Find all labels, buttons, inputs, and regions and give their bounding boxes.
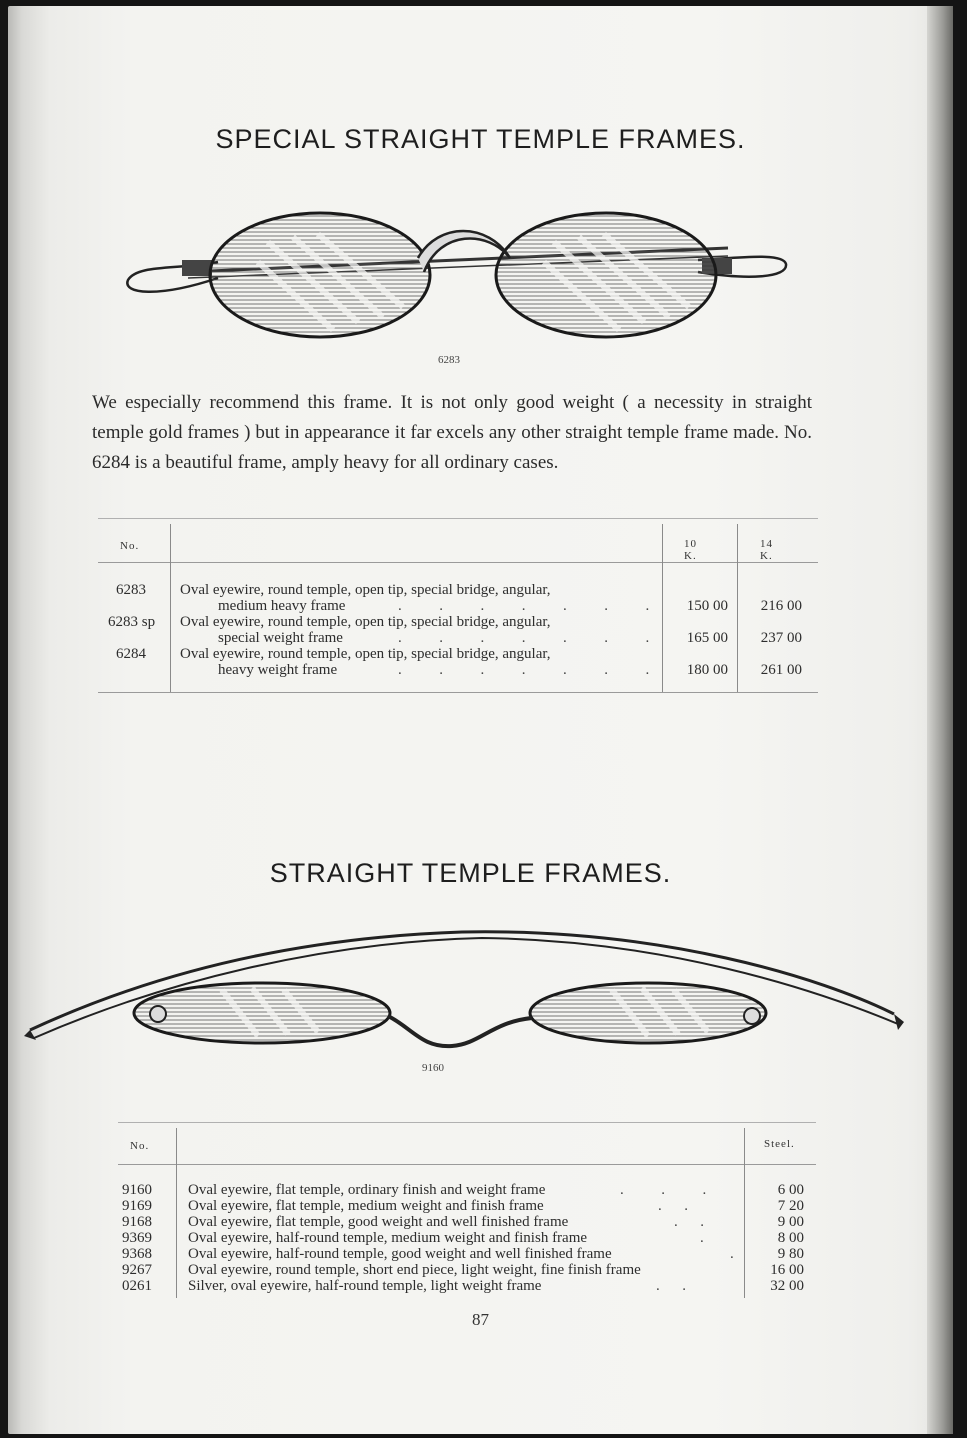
spectacles-6283-illustration <box>118 202 798 352</box>
table2-row6-price: 16 00 <box>770 1262 804 1278</box>
section2-title: STRAIGHT TEMPLE FRAMES. <box>269 858 672 888</box>
table1-header-rule <box>98 562 818 563</box>
table1-top-rule <box>98 518 818 519</box>
table2-row6-no: 9267 <box>122 1262 152 1278</box>
table1-bottom-rule <box>98 692 818 693</box>
table1-row3-line1: Oval eyewire, round temple, open tip, special bridge, angular, <box>180 646 551 662</box>
table2-row7-leaders: . . <box>656 1278 686 1294</box>
table2-row4-desc: Oval eyewire, half-round temple, medium weight and finish frame <box>188 1230 588 1246</box>
table2-row3-leaders: . . <box>674 1214 704 1230</box>
table1-row2-price-10k: 165 00 <box>686 630 728 646</box>
table1-row1-line1: Oval eyewire, round temple, open tip, special bridge, angular, <box>180 582 551 598</box>
table2-row5-no: 9368 <box>122 1246 152 1262</box>
table1-col-divider-1 <box>170 524 171 692</box>
table2-row2-price: 7 20 <box>777 1198 804 1214</box>
table1-row1-no: 6283 <box>116 582 146 598</box>
table1-row1-line2: medium heavy frame <box>218 598 346 614</box>
section1-title: SPECIAL STRAIGHT TEMPLE FRAMES. <box>215 124 746 154</box>
table1-row1-price-10k: 150 00 <box>686 598 728 614</box>
table1-row2-leaders: . . . . . . . <box>398 630 650 646</box>
figure-caption-6283: 6283 <box>438 354 460 366</box>
table2-row3-no: 9168 <box>122 1214 152 1230</box>
table2-row7-price: 32 00 <box>770 1278 804 1294</box>
table2-row3-desc: Oval eyewire, flat temple, good weight and well finished frame <box>188 1214 569 1230</box>
table2-header-rule <box>118 1164 816 1165</box>
table2-row5-price: 9 80 <box>777 1246 804 1262</box>
table2-row7-no: 0261 <box>122 1278 152 1294</box>
table1-row3-no: 6284 <box>116 646 146 662</box>
table1-row2-line2: special weight frame <box>218 630 343 646</box>
table1-row1-leaders: . . . . . . . <box>398 598 650 614</box>
table1-row3-price-10k: 180 00 <box>686 662 728 678</box>
table2-row1-no: 9160 <box>122 1182 152 1198</box>
table2-row1-price: 6 00 <box>777 1182 804 1198</box>
table2-row4-price: 8 00 <box>777 1230 804 1246</box>
table2-header-no: No. <box>130 1140 150 1152</box>
table1-row3-line2: heavy weight frame <box>218 662 338 678</box>
table2-col-divider-1 <box>176 1128 177 1298</box>
table1-header-no: No. <box>120 540 140 552</box>
table1-row2-line1: Oval eyewire, round temple, open tip, special bridge, angular, <box>180 614 551 630</box>
table1-header-14k: 14 K. <box>760 538 773 562</box>
table2-row3-price: 9 00 <box>777 1214 804 1230</box>
table1-col-divider-3 <box>737 524 738 692</box>
book-spine <box>927 6 953 1434</box>
table2-row6-desc: Oval eyewire, round temple, short end piece, light weight, fine finish frame <box>188 1262 641 1278</box>
page-number: 87 <box>472 1310 489 1329</box>
table1-col-divider-2 <box>662 524 663 692</box>
table2-row5-leaders: . <box>730 1246 734 1262</box>
table2-row7-desc: Silver, oval eyewire, half-round temple, light weight frame <box>188 1278 542 1294</box>
table1-row2-price-14k: 237 00 <box>760 630 802 646</box>
spectacles-9160-illustration <box>22 918 922 1058</box>
table2-row5-desc: Oval eyewire, half-round temple, good weight and well finished frame <box>188 1246 612 1262</box>
table2-row4-leaders: . <box>700 1230 704 1246</box>
table2-col-divider-2 <box>744 1128 745 1298</box>
table2-top-rule <box>118 1122 816 1123</box>
intro-paragraph: We especially recommend this frame. It is not only good weight ( a necessity in straight temple gold frames ) but in appearance it far excels any other straight temple frame made. No. 6284 is a beautiful frame, amply heavy for all ordinary cases. <box>92 392 812 473</box>
table2-row4-no: 9369 <box>122 1230 152 1246</box>
table2-header-steel: Steel. <box>764 1138 795 1150</box>
table1-row2-no: 6283 sp <box>108 614 156 630</box>
table1-row3-price-14k: 261 00 <box>760 662 802 678</box>
table2-row2-desc: Oval eyewire, flat temple, medium weight and finish frame <box>188 1198 544 1214</box>
table2-row2-no: 9169 <box>122 1198 152 1214</box>
table2-row2-leaders: . . <box>658 1198 688 1214</box>
table2-row1-leaders: . . . <box>620 1182 707 1198</box>
table2-row1-desc: Oval eyewire, flat temple, ordinary finish and weight frame <box>188 1182 546 1198</box>
figure-caption-9160: 9160 <box>422 1062 444 1074</box>
table1-header-10k: 10 K. <box>684 538 697 562</box>
catalog-page <box>8 6 953 1434</box>
table1-row1-price-14k: 216 00 <box>760 598 802 614</box>
table1-row3-leaders: . . . . . . . <box>398 662 650 678</box>
